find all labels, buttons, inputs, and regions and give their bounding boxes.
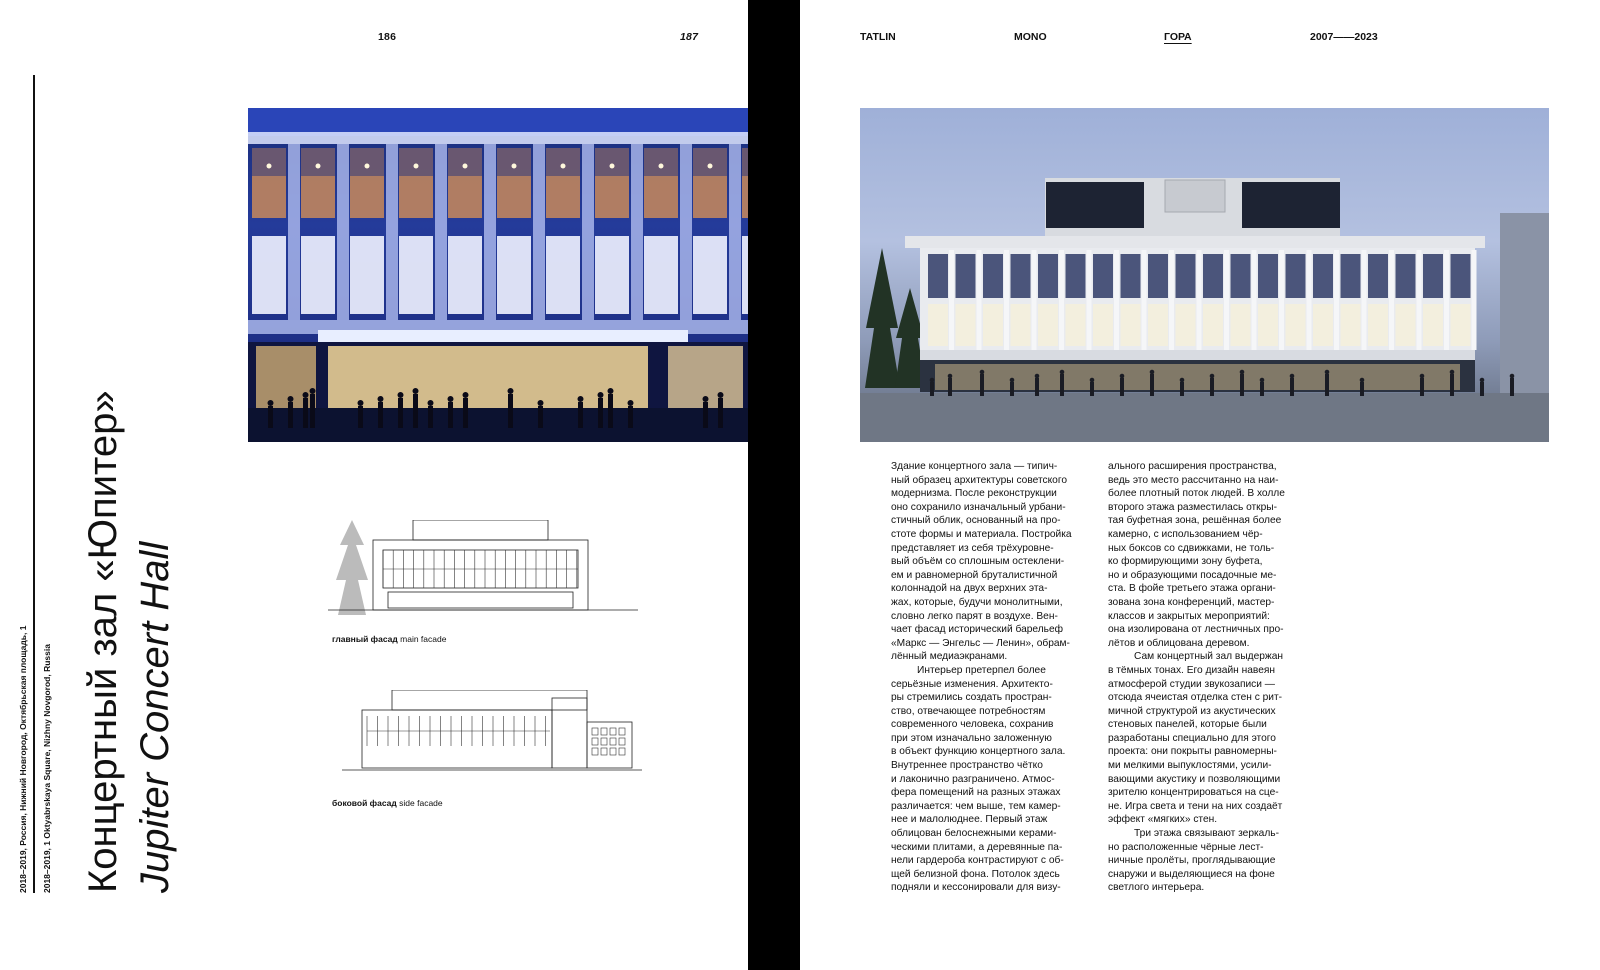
side-facade-drawing <box>322 690 652 790</box>
page-number-right: 187 <box>680 31 699 43</box>
running-head-mono: MONO <box>1014 31 1047 43</box>
paragraph: ального расширения пространства, ведь это место рассчитанно на наи- более плотный поток людей. В холле второго этажа разместилась откры- тая буфетная зона, решённая более камерно, с использованием чёр- ных боксов со сдвижками, не толь- ко формирующими зону буфета, но и образующими посадочные ме- ста. В фойе третьего этажа органи- зована зона конференций, мастер- классов и закрытых мероприятий: она изолирована от лестничных про- лётов и облицована деревом. <box>1108 461 1285 649</box>
right-page <box>800 0 1600 970</box>
paragraph: Здание концертного зала — типич- ный образец архитектуры советского модернизма. После реконструкции оно сохранило изначальный урбани- стичный облик, основанный на про- стоте формы и материала. Постройка представляет из себя трёхуровне- вый объём со сплошным остеклени- ем и равномерной бруталистичной колоннадой на двух верхних эта- жах, которые, будучи монолитными, словно легко парят в воздухе. Вен- чает фасад исторический барельеф «Маркс — Энгельс — Ленин», обрам- лённый медиаэкранами. <box>891 461 1072 663</box>
photo-night-facade <box>248 108 748 442</box>
title-en: Jupiter Concert Hall <box>133 541 177 893</box>
page-number-left: 186 <box>378 31 397 43</box>
running-head-years: 2007——2023 <box>1310 31 1378 43</box>
running-head-tatlin: TATLIN <box>860 31 896 43</box>
spread-gutter <box>748 0 800 970</box>
paragraph: Три этажа связывают зеркаль- но расположенные чёрные лест- ничные пролёты, проглядывающие снаружи и выделяющиеся на фоне светлого интерьера. <box>1108 828 1279 894</box>
paragraph: Сам концертный зал выдержан в тёмных тонах. Его дизайн навеян атмосферой студии звукозаписи — отсюда ячеистая отделка стен с рит- мичной структурой из акустических стеновых панелей, которые были разработаны специально для этого проекта: они покрыты равномерны- ми мелкими выпуклостями, усили- вающими акустику и позволяющими зрителю концентрироваться на сце- не. Игра света и тени на них создаёт эффект «мягких» стен. <box>1108 651 1284 826</box>
dusk-facade-illustration <box>860 108 1549 442</box>
caption-main-facade: главный фасад main facade <box>332 634 447 644</box>
project-meta-en: 2018–2019, 1 Oktyabrskaya Square, Nizhny Novgorod, Russia <box>42 644 52 893</box>
main-facade-drawing <box>328 520 638 625</box>
caption-side-facade: боковой фасад side facade <box>332 798 443 808</box>
left-page <box>0 0 748 970</box>
project-meta-ru: 2018–2019, Россия, Нижний Новгород, Октябрьская площадь, 1 <box>18 625 28 893</box>
photo-dusk-facade <box>860 108 1549 442</box>
body-column-2 <box>1108 460 1308 895</box>
body-column-1 <box>891 460 1091 895</box>
paragraph: Интерьер претерпел более серьёзные изменения. Архитекто- ры стремились создать простран- ство, отвечающее потребностям современного человека, сохранив при этом изначально заложенную в объект функцию концертного зала. Внутреннее пространство чётко и лаконично разграничено. Атмос- фера помещений на разных этажах различается: чем выше, тем камер- нее и малолюднее. Первый этаж облицован белоснежными керами- ческими плитами, а деревянные па- нели гардероба контрастируют с об- щей белизной фона. Потолок здесь подняли и кессонировали для визу- <box>891 664 1066 894</box>
running-head-gora: ГОРА <box>1164 31 1192 43</box>
vertical-rule <box>33 75 35 893</box>
night-facade-illustration <box>248 108 748 442</box>
title-ru: Концертный зал «Юпитер» <box>81 390 125 893</box>
